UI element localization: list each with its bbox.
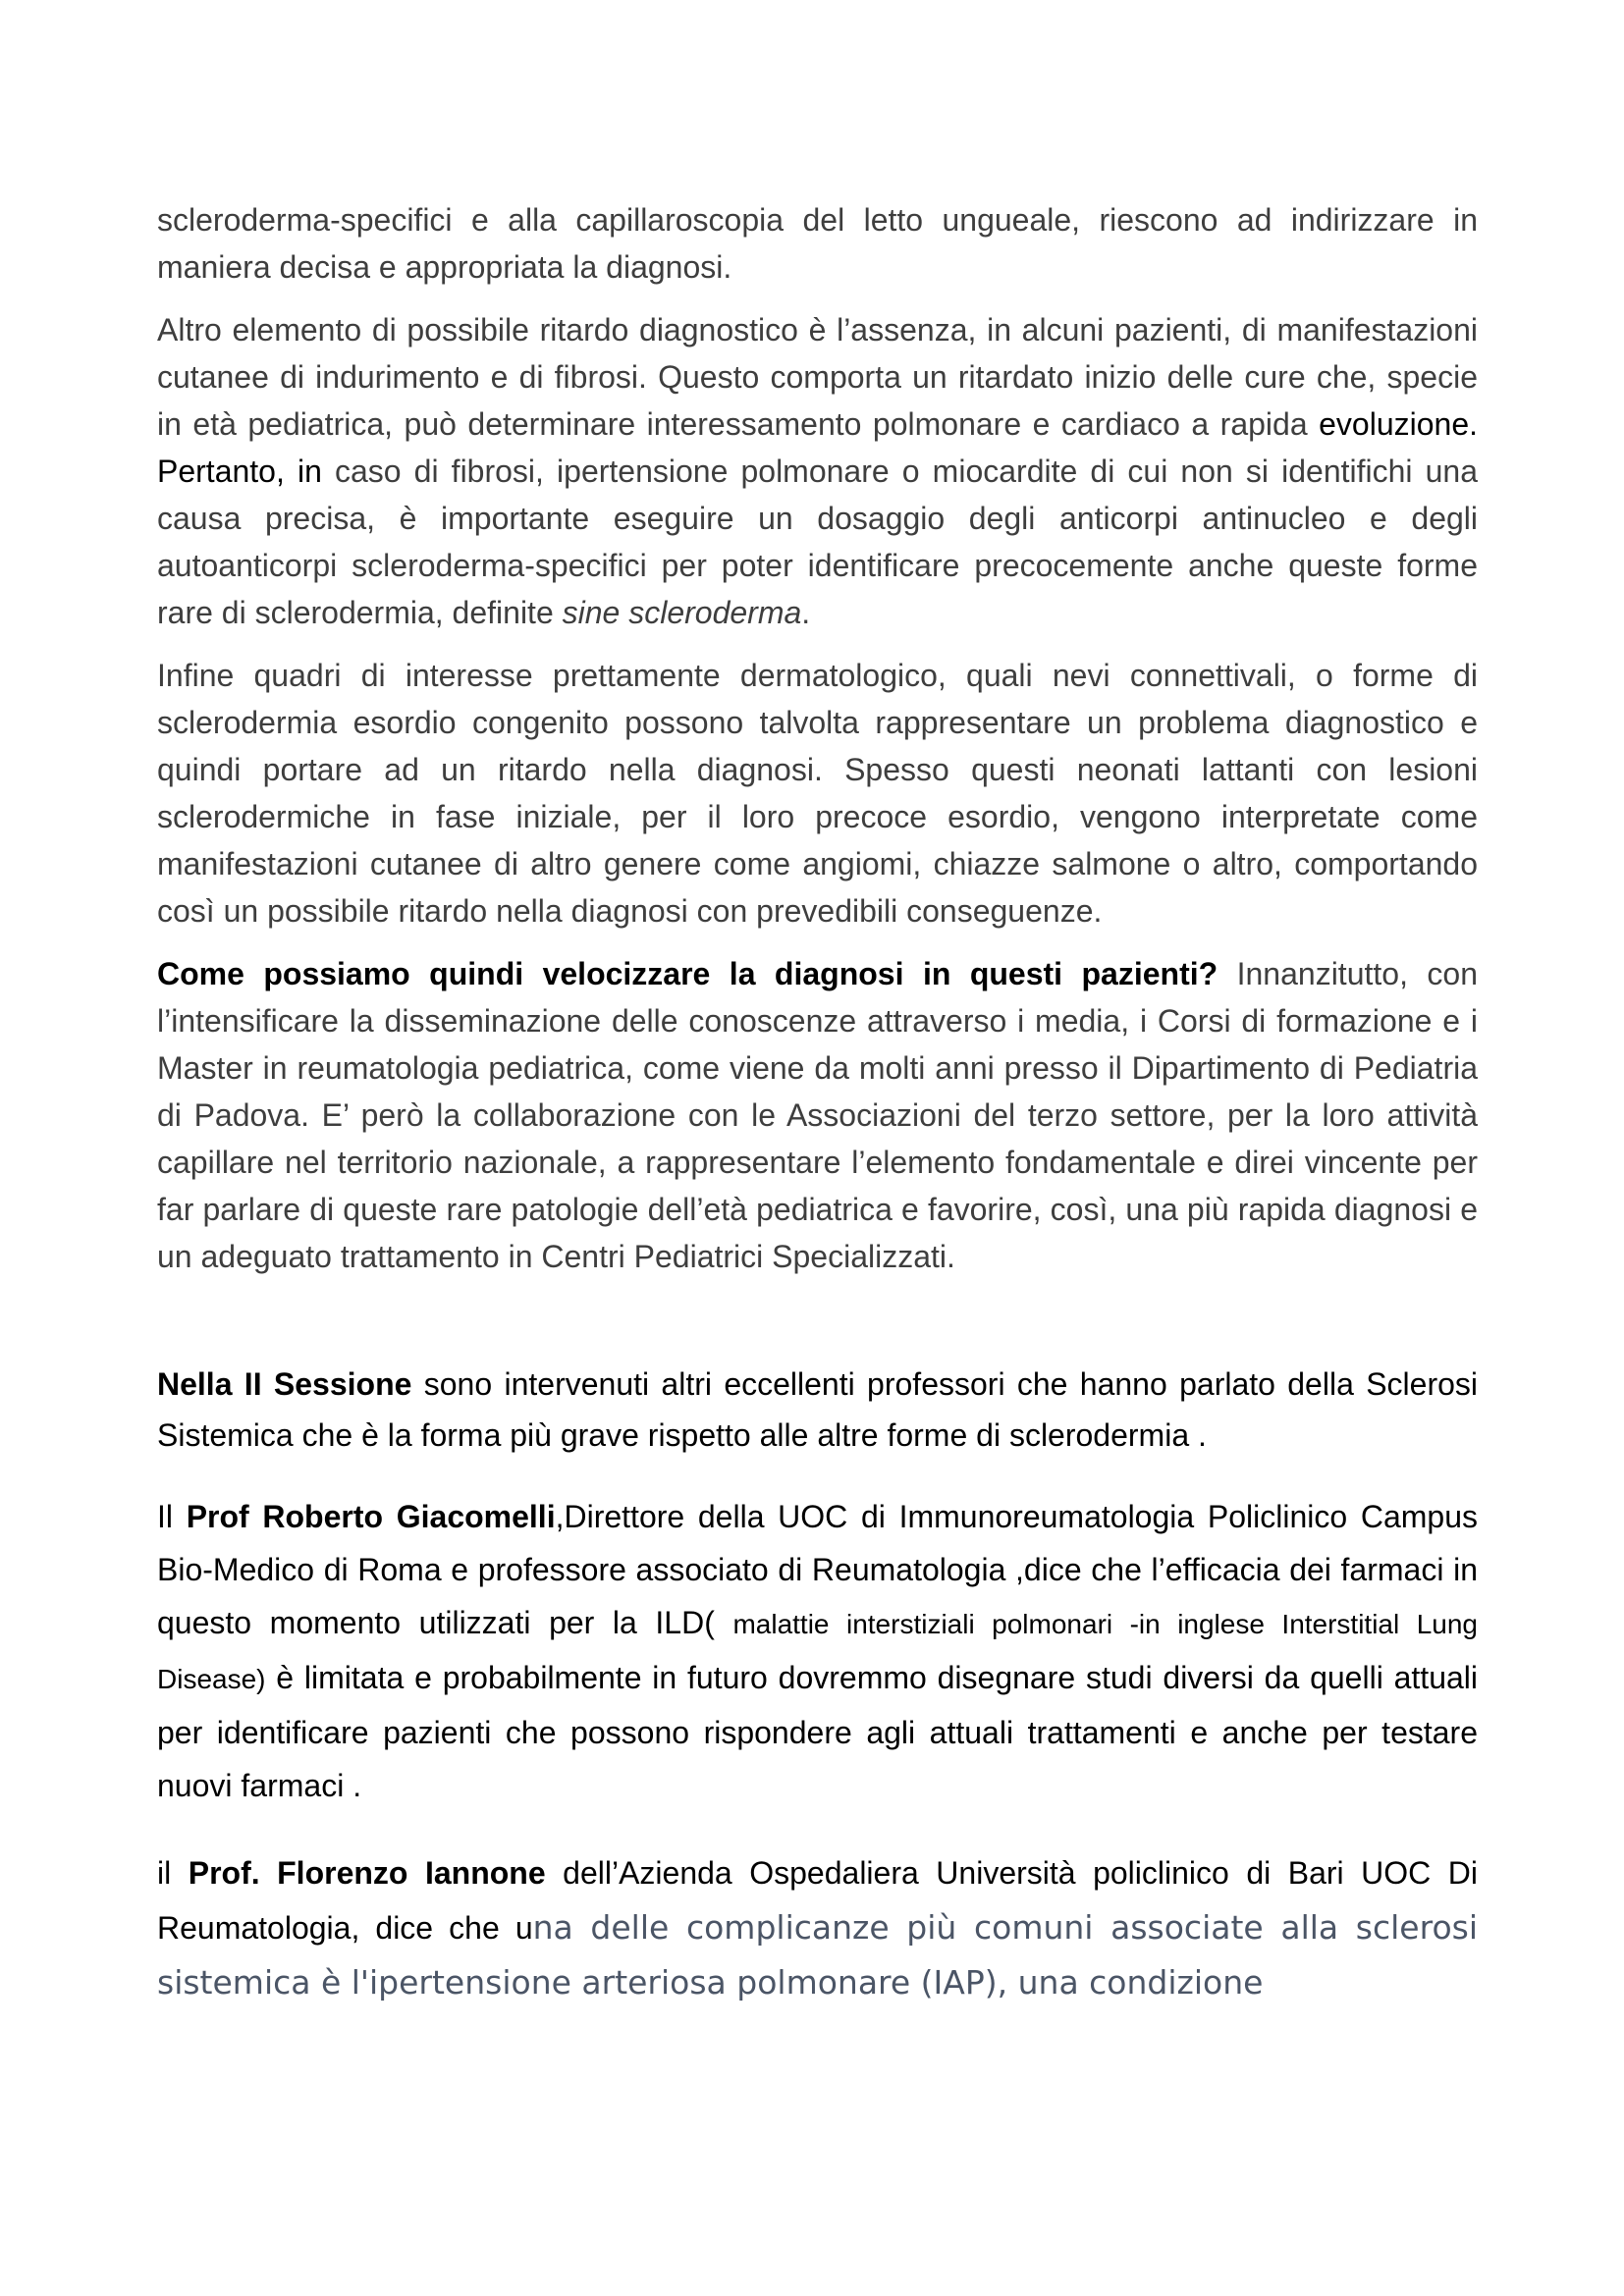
paragraph-giacomelli: [157, 1490, 1478, 1812]
p7-text-b: na delle complicanze più comuni associate alla sclerosi sistemica è l'ipertensione arteriosa polmonare (IAP), una condizione: [157, 1908, 1478, 2002]
p7-pre: il: [157, 1855, 189, 1891]
p2-end: .: [801, 595, 811, 630]
p6-bold-name: Prof Roberto Giacomelli: [186, 1499, 556, 1534]
document-page: [157, 196, 1478, 2010]
p2-text-a: Altro elemento di possibile ritardo diagnostico è l’assenza, in alcuni pazienti, di manifestazioni cutanee di indurimento e di fibrosi. Questo comporta un ritardato inizio delle cure che, specie in età pediatrica, può determinare interessamento polmonare e cardiaco a rapida: [157, 312, 1478, 442]
paragraph-session-two: [157, 1359, 1478, 1461]
p6-text-a: ,Direttore della UOC di Immunoreumatologia Policlinico Campus Bio-Medico di Roma e professore associato di Reumatologia ,dice che l’efficacia dei farmaci in questo momento utilizzati per la ILD(: [157, 1499, 1479, 1640]
p4-text: Innanzitutto, con l’intensificare la disseminazione delle conoscenze attraverso i media, i Corsi di formazione e i Master in reumatologia pediatrica, come viene da molti anni presso il Dipartimento di Pediatria di Padova. E’ però la collaborazione con le Associazioni del terzo settore, per la loro attività capillare nel territorio nazionale, a rappresentare l’elemento fondamentale e direi vincente per far parlare di queste rare patologie dell’età pediatrica e favorire, così, una più rapida diagnosi e un adeguato trattamento in Centri Pediatrici Specializzati.: [157, 956, 1478, 1274]
p2-text-b: evoluzione. Pertanto, in: [157, 406, 1478, 489]
p1-text: scleroderma-specifici e alla capillaroscopia del letto ungueale, riescono ad indirizzare in maniera decisa e appropriata la diagnosi.: [157, 202, 1478, 285]
p5-bold-session: Nella II Sessione: [157, 1366, 412, 1402]
p6-pre: Il: [157, 1499, 187, 1534]
paragraph-delay-causes: [157, 306, 1478, 636]
p3-text: Infine quadri di interesse prettamente dermatologico, quali nevi connettivali, o forme di sclerodermia esordio congenito possono talvolta rappresentare un problema diagnostico e quindi portare ad un ritardo nella diagnosi. Spesso questi neonati lattanti con lesioni sclerodermiche in fase iniziale, per il loro precoce esordio, vengono interpretate come manifestazioni cutanee di altro genere come angiomi, chiazze salmone o altro, comportando così un possibile ritardo nella diagnosi con prevedibili conseguenze.: [157, 658, 1478, 929]
paragraph-speed-up-diagnosis: [157, 950, 1478, 1280]
p2-italic-term: sine scleroderma: [562, 595, 802, 630]
p4-bold-question: Come possiamo quindi velocizzare la diagnosi in questi pazienti?: [157, 956, 1218, 991]
p5-text: sono intervenuti altri eccellenti professori che hanno parlato della Sclerosi Sistemica che è la forma più grave rispetto alle altre forme di sclerodermia .: [157, 1366, 1479, 1453]
p6-text-b: è limitata e probabilmente in futuro dovremmo disegnare studi diversi da quelli attuali per identificare pazienti che possono rispondere agli attuali trattamenti e anche per testare nuovi farmaci .: [157, 1660, 1478, 1803]
p2-text-c: caso di fibrosi, ipertensione polmonare o miocardite di cui non si identifichi una causa precisa, è importante eseguire un dosaggio degli anticorpi antinucleo e degli autoanticorpi scleroderma-specifici per poter identificare precocemente anche queste forme rare di sclerodermia, definite: [157, 454, 1479, 630]
paragraph-dermatologic-cases: [157, 652, 1478, 934]
p6-ild-definition: malattie interstiziali polmonari -in inglese Interstitial Lung Disease): [157, 1609, 1478, 1694]
p7-text-a: dell’Azienda Ospedaliera Università policlinico di Bari UOC Di Reumatologia, dice che u: [157, 1855, 1479, 1946]
paragraph-diagnosis-intro: [157, 196, 1478, 291]
p7-bold-name: Prof. Florenzo Iannone: [188, 1855, 546, 1891]
paragraph-iannone: [157, 1845, 1478, 2010]
